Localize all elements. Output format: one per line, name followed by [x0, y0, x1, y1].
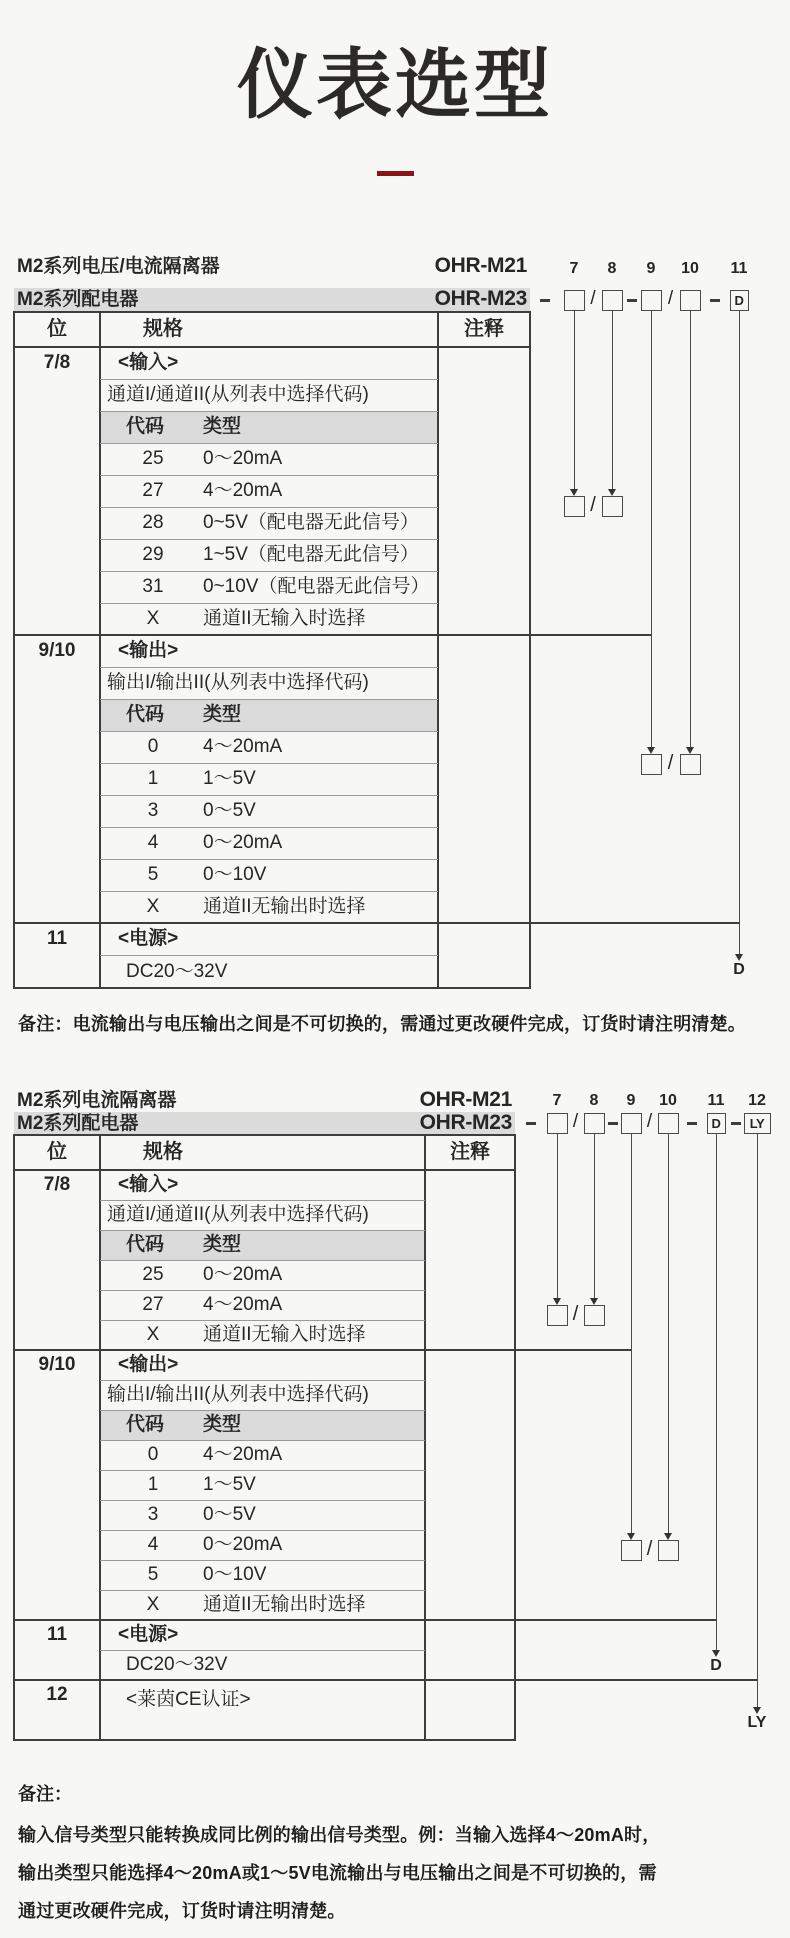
row-divider	[100, 1200, 425, 1201]
code-box-blank	[584, 1113, 605, 1134]
row-pos-9-10: 9/10	[38, 1354, 76, 1375]
row-divider	[100, 1530, 425, 1531]
table-border-v	[437, 312, 439, 988]
connector-line	[757, 1134, 758, 1707]
pair-slash: /	[572, 1303, 579, 1325]
code-box-ly: LY	[744, 1113, 771, 1134]
table-border-h	[13, 987, 531, 989]
type-col-header: 类型	[203, 1414, 242, 1435]
col-header-note: 注释	[464, 318, 504, 340]
table-border-h	[13, 346, 531, 348]
row-divider	[100, 763, 438, 764]
code-value: 3	[147, 1504, 159, 1525]
type-value: 0～20mA	[203, 1264, 283, 1285]
end-label-d: D	[710, 1657, 722, 1674]
position-digit-8: 8	[607, 260, 617, 277]
row-pos-11: 11	[46, 928, 68, 949]
connector-line	[574, 311, 575, 489]
series-label: M2系列电流隔离器	[17, 1090, 177, 1111]
type-value: 0～10V	[203, 864, 267, 885]
position-digit-7: 7	[552, 1092, 562, 1109]
row-divider	[100, 1410, 425, 1411]
series-model: OHR-M21	[419, 1088, 512, 1111]
type-col-header: 类型	[203, 416, 242, 437]
connector-line	[690, 311, 691, 747]
table-border-h	[13, 1619, 516, 1621]
code-value: X	[146, 896, 160, 917]
code-value: X	[146, 1594, 160, 1615]
code-box-blank	[602, 290, 623, 311]
row-divider	[100, 1470, 425, 1471]
title-underline	[377, 171, 414, 176]
type-value: 4～20mA	[203, 1444, 283, 1465]
connector-line	[716, 1134, 717, 1650]
code-col-header: 代码	[126, 1234, 165, 1255]
code-box-blank	[680, 290, 701, 311]
row-divider	[100, 1590, 425, 1591]
type-value: 4～20mA	[203, 1294, 283, 1315]
code-dash	[608, 1122, 618, 1125]
table-border-v	[13, 312, 15, 988]
type-value: 0～20mA	[203, 448, 283, 469]
band-model: OHR-M23	[419, 1111, 512, 1134]
position-digit-11: 11	[707, 1092, 725, 1109]
code-value: 4	[147, 1534, 159, 1555]
code-col-header: 代码	[126, 416, 165, 437]
connector-line	[631, 1134, 632, 1533]
row-divider	[100, 603, 438, 604]
pair-box	[680, 754, 701, 775]
table1-note: 备注：电流输出与电压输出之间是不可切换的，需通过更改硬件完成，订货时请注明清楚。	[18, 1014, 746, 1034]
extension-line	[530, 634, 651, 636]
extension-line	[515, 1679, 757, 1681]
col-header-note: 注释	[450, 1141, 490, 1163]
type-value: 1～5V	[203, 768, 256, 789]
type-value: 4～20mA	[203, 480, 283, 501]
pair-box	[621, 1540, 642, 1561]
code-box-blank	[641, 290, 662, 311]
type-value: 1～5V	[203, 1474, 256, 1495]
row-pos-7-8: 7/8	[43, 352, 71, 373]
row-pos-11: 11	[46, 1624, 68, 1645]
code-value: 25	[142, 448, 164, 469]
code-box-d: D	[730, 290, 749, 311]
code-value: 3	[147, 800, 159, 821]
code-box-d: D	[707, 1113, 726, 1134]
extension-line	[515, 1349, 631, 1351]
code-dash	[710, 299, 720, 302]
type-value: 0～10V	[203, 1564, 267, 1585]
row-divider	[100, 891, 438, 892]
row-pos-12: 12	[46, 1684, 68, 1705]
code-dash	[526, 1122, 536, 1125]
code-value: X	[146, 608, 160, 629]
notes2-line-3: 通过更改硬件完成，订货时请注明清楚。	[18, 1901, 346, 1921]
code-value: 1	[147, 1474, 159, 1495]
series-label: M2系列电压/电流隔离器	[17, 256, 220, 277]
row-divider	[100, 859, 438, 860]
type-value: 通道II无输入时选择	[203, 608, 366, 629]
code-value: 31	[142, 576, 164, 597]
arrow-down-icon	[735, 954, 743, 961]
notes2-line-1: 输入信号类型只能转换成同比例的输出信号类型。例：当输入选择4～20mA时，	[18, 1825, 661, 1845]
arrow-down-icon	[608, 489, 616, 496]
page-title: 仪表选型	[237, 43, 553, 128]
pair-box	[547, 1305, 568, 1326]
row-divider	[100, 955, 438, 956]
code-dash	[540, 299, 550, 302]
table-border-h	[13, 311, 531, 313]
spec-label: <输出>	[118, 1354, 179, 1375]
position-digit-7: 7	[569, 260, 579, 277]
row-divider	[100, 1380, 425, 1381]
type-value: 通道II无输入时选择	[203, 1324, 366, 1345]
arrow-down-icon	[753, 1707, 761, 1714]
row-divider	[100, 1320, 425, 1321]
col-header-spec: 规格	[143, 1141, 183, 1163]
pair-slash: /	[667, 752, 674, 774]
position-digit-10: 10	[659, 1092, 677, 1109]
type-value: 0～5V	[203, 1504, 256, 1525]
band-label: M2系列配电器	[17, 289, 139, 310]
type-value: 0～5V	[203, 800, 256, 821]
row-divider	[100, 699, 438, 700]
table-border-h	[13, 922, 531, 924]
arrow-down-icon	[590, 1298, 598, 1305]
code-value: 27	[142, 480, 164, 501]
row-divider	[100, 827, 438, 828]
col-header-pos: 位	[47, 318, 67, 340]
code-value: 27	[142, 1294, 164, 1315]
row-divider	[100, 539, 438, 540]
code-slash: /	[572, 1111, 579, 1132]
position-digit-9: 9	[646, 260, 656, 277]
col-header-spec: 规格	[143, 318, 183, 340]
row-divider	[100, 1650, 425, 1651]
row-divider	[100, 667, 438, 668]
notes2-line-2: 输出类型只能选择4～20mA或1～5V电流输出与电压输出之间是不可切换的，需	[18, 1863, 657, 1883]
table-border-v	[529, 312, 531, 988]
spec-text: <莱茵CE认证>	[126, 1689, 251, 1710]
arrow-down-icon	[553, 1298, 561, 1305]
extension-line	[515, 1619, 716, 1621]
code-value: 0	[147, 1444, 159, 1465]
type-value: 4～20mA	[203, 736, 283, 757]
spec-label: <输入>	[118, 352, 179, 373]
table-border-h	[13, 634, 531, 636]
type-value: 0~5V（配电器无此信号）	[203, 512, 419, 533]
series-model: OHR-M21	[434, 254, 527, 277]
row-divider	[100, 1500, 425, 1501]
row-pos-9-10: 9/10	[38, 640, 76, 661]
connector-line	[739, 311, 740, 954]
arrow-down-icon	[686, 747, 694, 754]
table-border-h	[13, 1739, 516, 1741]
arrow-down-icon	[712, 1650, 720, 1657]
code-box-blank	[658, 1113, 679, 1134]
row-divider	[100, 475, 438, 476]
row-divider	[100, 1290, 425, 1291]
spec-text: 输出I/输出II(从列表中选择代码)	[107, 1384, 369, 1405]
connector-line	[557, 1134, 558, 1298]
type-col-header: 类型	[203, 1234, 242, 1255]
row-divider	[100, 1230, 425, 1231]
spec-label: <电源>	[118, 928, 179, 949]
spec-label: <输出>	[118, 640, 179, 661]
type-col-header: 类型	[203, 704, 242, 725]
band-label: M2系列配电器	[17, 1113, 139, 1134]
table-border-v	[99, 312, 101, 988]
pair-box	[658, 1540, 679, 1561]
code-value: 25	[142, 1264, 164, 1285]
code-value: 28	[142, 512, 164, 533]
code-slash: /	[590, 288, 596, 309]
table-border-v	[13, 1135, 15, 1740]
code-value: X	[146, 1324, 160, 1345]
code-box-blank	[564, 290, 585, 311]
table-border-h	[13, 1169, 516, 1171]
spec-text: 输出I/输出II(从列表中选择代码)	[107, 672, 369, 693]
spec-text: DC20～32V	[126, 961, 228, 982]
connector-line	[668, 1134, 669, 1533]
code-dash	[731, 1122, 741, 1125]
type-value: 通道II无输出时选择	[203, 1594, 366, 1615]
col-header-pos: 位	[47, 1141, 67, 1163]
code-dash	[627, 299, 637, 302]
pair-slash: /	[590, 494, 596, 516]
extension-line	[530, 922, 739, 924]
type-value: 通道II无输出时选择	[203, 896, 366, 917]
row-divider	[100, 379, 438, 380]
position-digit-11: 11	[730, 260, 748, 277]
code-value: 4	[147, 832, 159, 853]
spec-text: 通道I/通道II(从列表中选择代码)	[107, 1204, 369, 1225]
row-divider	[100, 731, 438, 732]
table-border-h	[13, 1134, 516, 1136]
table-border-h	[13, 1679, 516, 1681]
row-divider	[100, 1440, 425, 1441]
row-divider	[100, 507, 438, 508]
table-border-h	[13, 1349, 516, 1351]
notes2-label: 备注：	[18, 1784, 72, 1804]
arrow-down-icon	[647, 747, 655, 754]
type-value: 1~5V（配电器无此信号）	[203, 544, 419, 565]
row-divider	[100, 1560, 425, 1561]
code-dash	[687, 1122, 697, 1125]
pair-box	[641, 754, 662, 775]
row-pos-7-8: 7/8	[43, 1174, 71, 1195]
band-model: OHR-M23	[434, 287, 527, 310]
arrow-down-icon	[570, 489, 578, 496]
type-value: 0～20mA	[203, 1534, 283, 1555]
end-label-d: D	[733, 961, 745, 978]
code-col-header: 代码	[126, 704, 165, 725]
end-label-ly: LY	[747, 1714, 767, 1731]
code-box-blank	[621, 1113, 642, 1134]
connector-line	[612, 311, 613, 489]
row-divider	[100, 411, 438, 412]
code-value: 29	[142, 544, 164, 565]
code-slash: /	[646, 1111, 653, 1132]
code-value: 0	[147, 736, 159, 757]
row-divider	[100, 795, 438, 796]
spec-label: <电源>	[118, 1624, 179, 1645]
position-digit-10: 10	[681, 260, 699, 277]
code-slash: /	[667, 288, 674, 309]
row-divider	[100, 1260, 425, 1261]
row-divider	[100, 443, 438, 444]
position-digit-8: 8	[589, 1092, 599, 1109]
code-value: 1	[147, 768, 159, 789]
pair-box	[602, 496, 623, 517]
pair-box	[564, 496, 585, 517]
connector-line	[594, 1134, 595, 1298]
spec-text: 通道I/通道II(从列表中选择代码)	[107, 384, 369, 405]
spec-label: <输入>	[118, 1174, 179, 1195]
type-value: 0～20mA	[203, 832, 283, 853]
position-digit-12: 12	[748, 1092, 766, 1109]
pair-box	[584, 1305, 605, 1326]
notes2-lines	[18, 1824, 780, 1938]
code-box-blank	[547, 1113, 568, 1134]
arrow-down-icon	[627, 1533, 635, 1540]
position-digit-9: 9	[626, 1092, 636, 1109]
spec-text: DC20～32V	[126, 1654, 228, 1675]
code-value: 5	[147, 864, 159, 885]
row-divider	[100, 571, 438, 572]
code-value: 5	[147, 1564, 159, 1585]
connector-line	[651, 311, 652, 747]
arrow-down-icon	[664, 1533, 672, 1540]
code-col-header: 代码	[126, 1414, 165, 1435]
type-value: 0~10V（配电器无此信号）	[203, 576, 430, 597]
pair-slash: /	[646, 1538, 653, 1560]
table-border-v	[514, 1135, 516, 1740]
